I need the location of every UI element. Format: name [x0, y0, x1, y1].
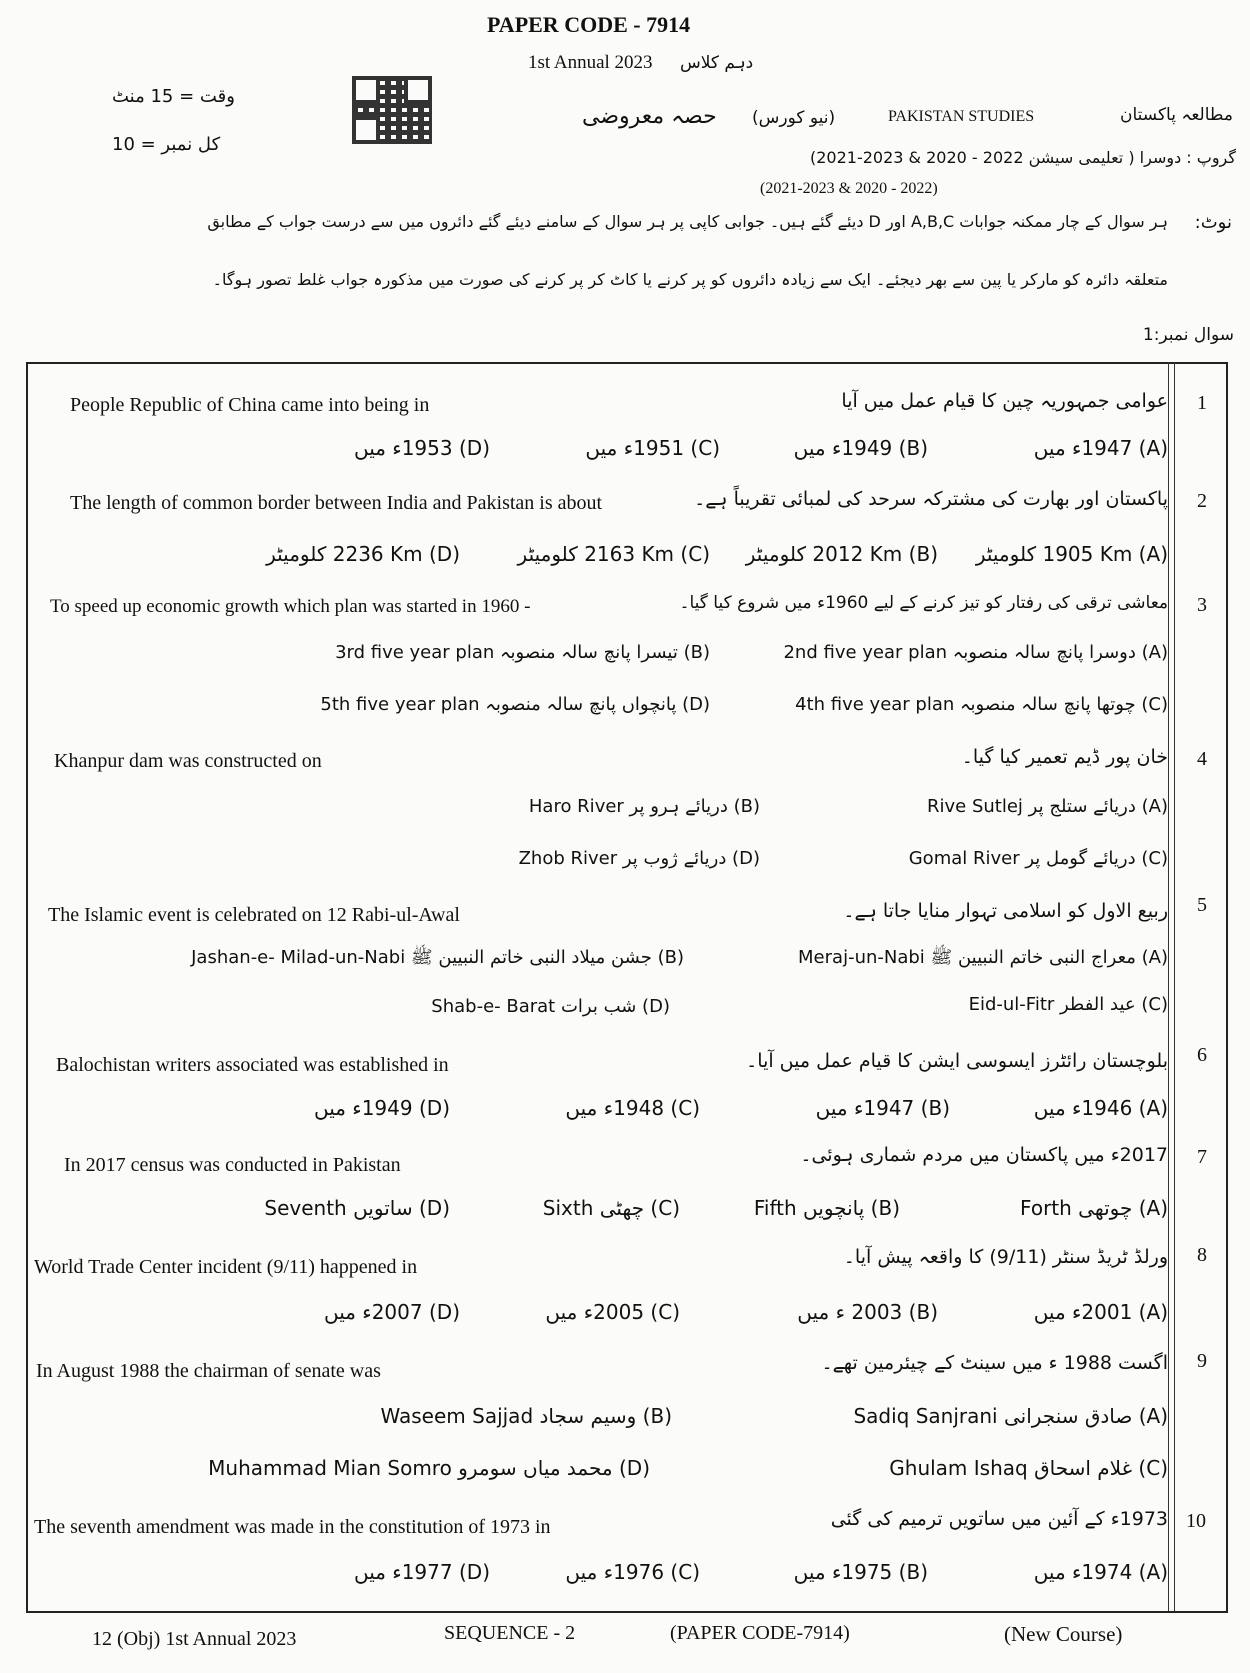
option-a: (A) دوسرا پانچ سالہ منصوبہ 2nd five year plan	[783, 642, 1168, 663]
option-b: (B) وسیم سجاد Waseem Sajjad	[380, 1404, 672, 1428]
question-number: 9	[1197, 1350, 1207, 1372]
footer-paper-code: (PAPER CODE-7914)	[670, 1622, 850, 1644]
class-label: دہم کلاس	[680, 53, 754, 73]
option-c: (C) عید الفطر Eid-ul-Fitr	[968, 994, 1168, 1015]
question-number: 6	[1197, 1044, 1207, 1066]
time-label: وقت = 15 منٹ	[112, 86, 235, 107]
question-text-urdu: معاشی ترقی کی رفتار کو تیز کرنے کے لیے 1960ء میں شروع کیا گیا۔	[679, 593, 1168, 613]
sessions: (2021-2023 & 2020 - 2022)	[760, 180, 938, 197]
option-c: (C) دریائے گومل پر Gomal River	[908, 848, 1168, 869]
question-text-urdu: اگست 1988 ء میں سینٹ کے چیئرمین تھے۔	[821, 1352, 1168, 1374]
option-a: (A) 1947ء میں	[1033, 436, 1168, 460]
option-d: (D) دریائے ژوب پر Zhob River	[518, 848, 760, 869]
question-text-urdu: عوامی جمہوریہ چین کا قیام عمل میں آیا	[841, 390, 1168, 412]
option-a: (A) 1974ء میں	[1033, 1560, 1168, 1584]
footer-course: (New Course)	[1004, 1622, 1123, 1646]
question-text-urdu: بلوچستان رائٹرز ایسوسی ایشن کا قیام عمل میں آیا۔	[746, 1050, 1168, 1072]
question-text: World Trade Center incident (9/11) happened in	[34, 1256, 418, 1278]
option-d: (D) پانچواں پانچ سالہ منصوبہ 5th five year plan	[320, 694, 710, 715]
option-c: (C) چوتھا پانچ سالہ منصوبہ 4th five year plan	[795, 694, 1168, 715]
question-text: The seventh amendment was made in the constitution of 1973 in	[34, 1516, 551, 1538]
footer-sequence: SEQUENCE - 2	[444, 1622, 576, 1644]
exam-title: 1st Annual 2023	[528, 52, 653, 73]
question-text-urdu: خان پور ڈیم تعمیر کیا گیا۔	[961, 746, 1168, 768]
option-d: (D) 2236 Km کلومیٹر	[266, 542, 460, 566]
section-title: حصہ معروضی	[582, 104, 717, 129]
question-number: 7	[1197, 1146, 1207, 1168]
option-b: (B) جشن میلاد النبی خاتم النبیین ﷺ Jashan-e- Milad-un-Nabi	[191, 947, 684, 968]
question-text: People Republic of China came into being in	[70, 394, 430, 416]
option-c: (C) غلام اسحاق Ghulam Ishaq	[889, 1456, 1168, 1480]
option-a: (A) معراج النبی خاتم النبیین ﷺ Meraj-un-Nabi	[798, 947, 1168, 968]
option-a: (A) 1905 Km کلومیٹر	[975, 542, 1168, 566]
option-c: (C) 1948ء میں	[565, 1096, 700, 1120]
option-a: (A) صادق سنجرانی Sadiq Sanjrani	[853, 1404, 1168, 1428]
option-d: (D) 1949ء میں	[313, 1096, 450, 1120]
question-number: 8	[1197, 1244, 1207, 1266]
option-a: (A) دریائے ستلج پر Rive Sutlej	[927, 796, 1168, 817]
option-b: (B) 1975ء میں	[793, 1560, 928, 1584]
group-label: گروپ : دوسرا ( تعلیمی سیشن 2022 - 2020 & 2023-2021)	[810, 148, 1236, 167]
option-b: (B) دریائے ہرو پر Haro River	[528, 796, 760, 817]
number-column-divider-2	[1174, 362, 1175, 1611]
question-number: 4	[1197, 748, 1207, 770]
note-line-1: ہر سوال کے چار ممکنہ جوابات A,B,C اور D دیئے گئے ہیں۔ جوابی کاپی پر ہر سوال کے سامنے دیئے گئے دائروں میں سے درست جواب کے مطابق	[207, 212, 1168, 231]
number-column-divider	[1168, 362, 1169, 1611]
question-text: To speed up economic growth which plan was started in 1960 -	[50, 596, 531, 617]
paper-code: PAPER CODE - 7914	[487, 12, 691, 37]
option-d: (D) ساتویں Seventh	[264, 1196, 450, 1220]
option-b: (B) 1947ء میں	[815, 1096, 950, 1120]
question-text: Balochistan writers associated was established in	[56, 1054, 449, 1076]
subject-english: PAKISTAN STUDIES	[888, 108, 1035, 125]
total-marks: کل نمبر = 10	[112, 134, 221, 155]
course-label: (نیو کورس)	[752, 108, 836, 128]
option-c: (C) 1976ء میں	[565, 1560, 700, 1584]
option-c: (C) 2005ء میں	[545, 1300, 680, 1324]
question-text-urdu: 1973ء کے آئین میں ساتویں ترمیم کی گئی	[830, 1508, 1168, 1530]
question-text: In August 1988 the chairman of senate was	[36, 1360, 381, 1382]
footer-obj: 12 (Obj) 1st Annual 2023	[92, 1628, 297, 1650]
option-d: (D) محمد میاں سومرو Muhammad Mian Somro	[208, 1456, 650, 1480]
option-d: (D) شب برات Shab-e- Barat	[431, 996, 670, 1017]
option-b: (B) 1949ء میں	[793, 436, 928, 460]
question-number: 3	[1197, 594, 1207, 616]
subject-urdu: مطالعہ پاکستان	[1120, 105, 1233, 125]
option-b: (B) 2012 Km کلومیٹر	[745, 542, 938, 566]
note-line-2: متعلقہ دائرہ کو مارکر یا پین سے بھر دیجئے۔ ایک سے زیادہ دائروں کو پر کرنے یا کاٹ کر پر کرنے کی صورت میں مذکورہ جواب غلط تصور ہوگا۔	[212, 270, 1168, 289]
option-b: (B) پانچویں Fifth	[753, 1196, 900, 1220]
option-c: (C) 2163 Km کلومیٹر	[517, 542, 710, 566]
question-text: Khanpur dam was constructed on	[54, 750, 322, 772]
option-d: (D) 1953ء میں	[353, 436, 490, 460]
question-number: 2	[1197, 490, 1207, 512]
question-number: 5	[1197, 894, 1207, 916]
option-d: (D) 2007ء میں	[323, 1300, 460, 1324]
option-c: (C) چھٹی Sixth	[542, 1196, 680, 1220]
question-text-urdu: ورلڈ ٹریڈ سنٹر (9/11) کا واقعہ پیش آیا۔	[843, 1246, 1168, 1268]
option-b: (B) تیسرا پانچ سالہ منصوبہ 3rd five year plan	[335, 642, 710, 663]
option-d: (D) 1977ء میں	[353, 1560, 490, 1584]
question-text: The length of common border between India and Pakistan is about	[70, 492, 603, 514]
question-text-urdu: 2017ء میں پاکستان میں مردم شماری ہوئی۔	[800, 1144, 1168, 1166]
option-b: (B) 2003 ء میں	[797, 1300, 938, 1324]
option-a: (A) چوتھی Forth	[1020, 1196, 1168, 1220]
question-text: In 2017 census was conducted in Pakistan	[64, 1154, 401, 1176]
question-number: 10	[1186, 1510, 1206, 1532]
question-number: 1	[1197, 392, 1207, 414]
option-a: (A) 2001ء میں	[1033, 1300, 1168, 1324]
question-text-urdu: ربیع الاول کو اسلامی تہوار منایا جاتا ہے۔	[843, 900, 1168, 922]
qr-code-icon	[352, 76, 432, 144]
note-label: نوٹ:	[1194, 212, 1232, 233]
option-c: (C) 1951ء میں	[585, 436, 720, 460]
question-text: The Islamic event is celebrated on 12 Rabi-ul-Awal	[48, 904, 460, 926]
question-text-urdu: پاکستان اور بھارت کی مشترکہ سرحد کی لمبائی تقریباً ہے۔	[694, 488, 1168, 510]
option-a: (A) 1946ء میں	[1033, 1096, 1168, 1120]
question-label: سوال نمبر:1	[1142, 325, 1234, 345]
